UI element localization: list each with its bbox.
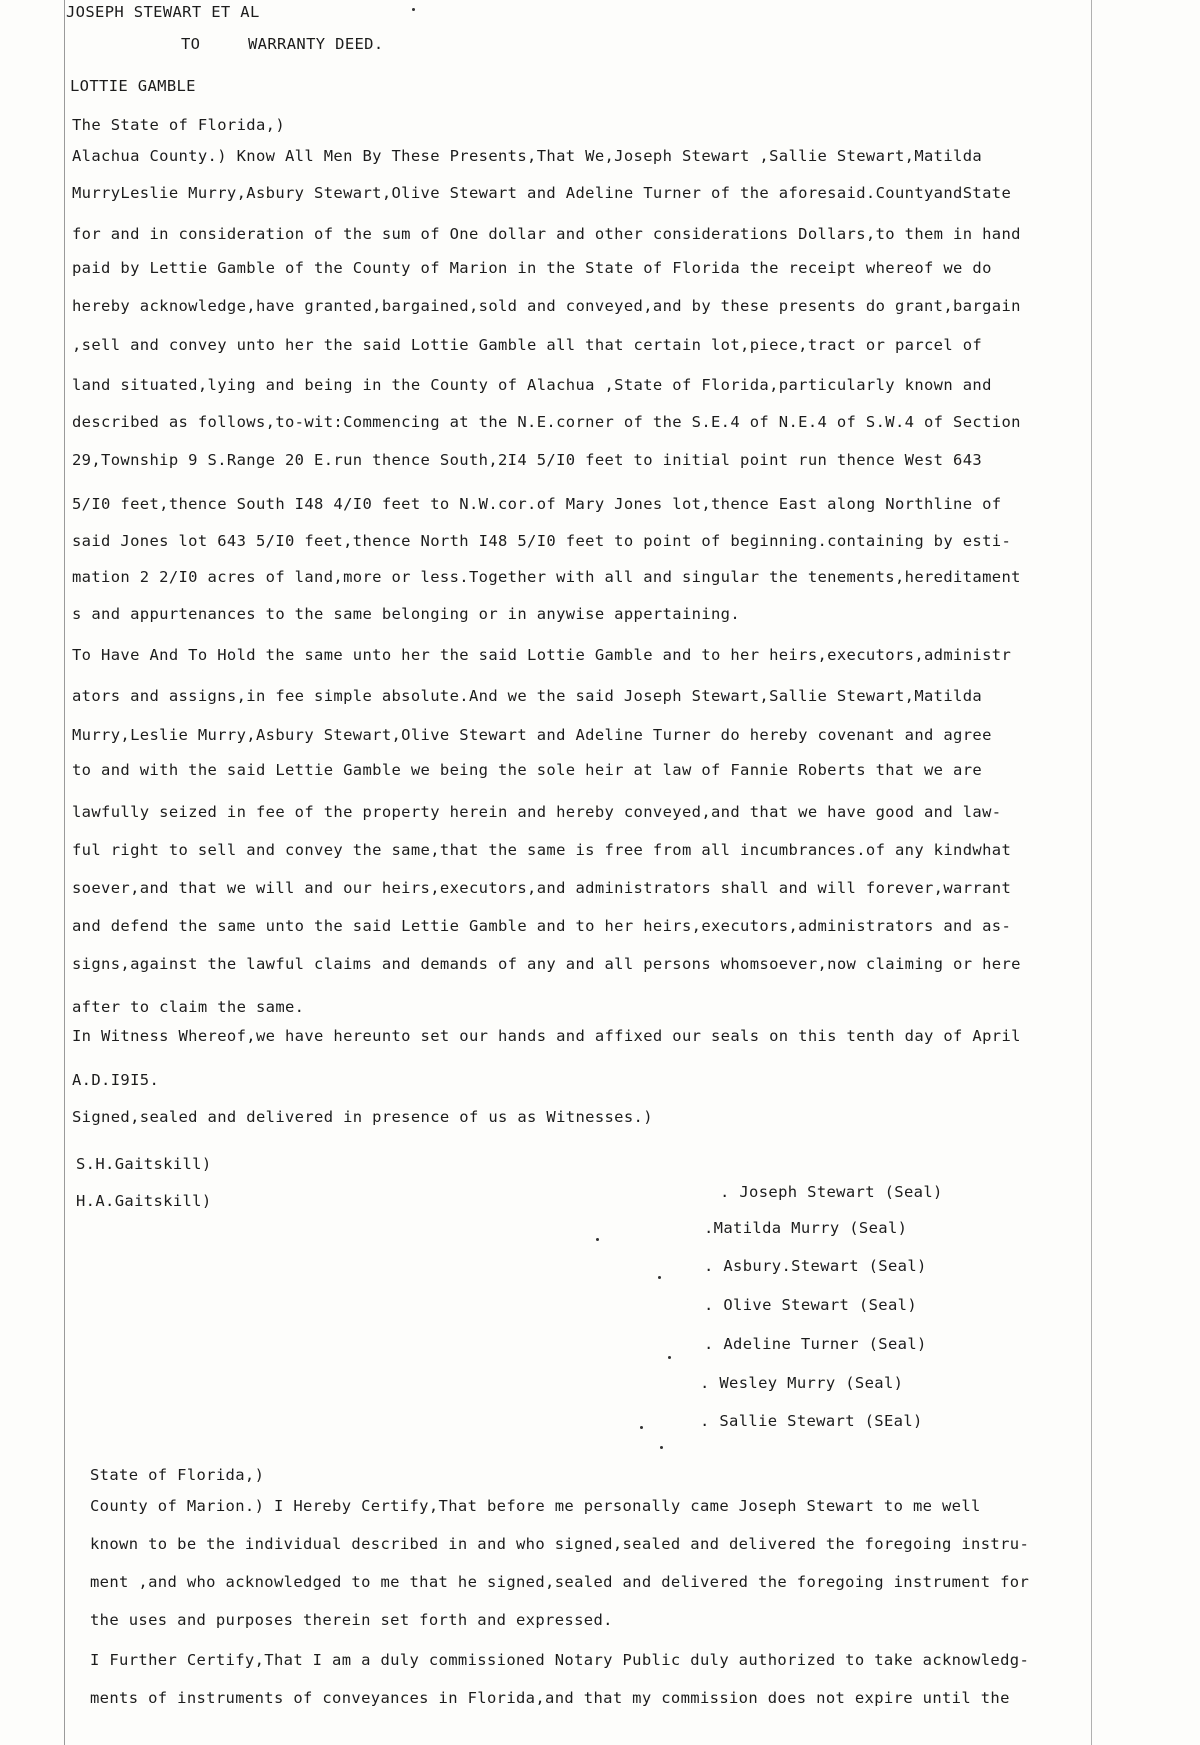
body-line: after to claim the same. (72, 998, 305, 1016)
signature-line: .Matilda Murry (Seal) (704, 1219, 908, 1237)
body-line: ful right to sell and convey the same,that the same is free from all incumbrances.of any kindwhat (72, 841, 1012, 859)
body-line: ators and assigns,in fee simple absolute.And we the said Joseph Stewart,Sallie Stewart,Matilda (72, 687, 983, 705)
to-word: TO (181, 35, 201, 53)
ink-dot (596, 1238, 599, 1241)
body-line: described as follows,to-wit:Commencing at the N.E.corner of the S.E.4 of N.E.4 of S.W.4 of Section (72, 413, 1021, 431)
grantee-heading: LOTTIE GAMBLE (70, 77, 196, 95)
body-line: mation 2 2/I0 acres of land,more or less.Together with all and singular the tenements,hereditament (72, 568, 1021, 586)
ack-line: the uses and purposes therein set forth and expressed. (90, 1611, 613, 1629)
signature-line: . Asbury.Stewart (Seal) (704, 1257, 927, 1275)
body-line: The State of Florida,) (72, 116, 285, 134)
body-line: lawfully seized in fee of the property herein and hereby conveyed,and that we have good and law- (72, 803, 1002, 821)
body-line: for and in consideration of the sum of One dollar and other considerations Dollars,to them in hand (72, 225, 1021, 243)
left-margin-rule (64, 0, 65, 1745)
ack-line: County of Marion.) I Hereby Certify,That before me personally came Joseph Stewart to me well (90, 1497, 981, 1515)
signature-line: . Joseph Stewart (Seal) (720, 1183, 943, 1201)
body-line: ,sell and convey unto her the said Lottie Gamble all that certain lot,piece,tract or parcel of (72, 336, 983, 354)
grantor-heading: JOSEPH STEWART ET AL (66, 3, 260, 21)
body-line: Murry,Leslie Murry,Asbury Stewart,Olive Stewart and Adeline Turner do hereby covenant and agree (72, 726, 992, 744)
body-line: Signed,sealed and delivered in presence of us as Witnesses.) (72, 1108, 653, 1126)
body-line: 5/I0 feet,thence South I48 4/I0 feet to N.W.cor.of Mary Jones lot,thence East along Northline of (72, 495, 1002, 513)
body-line: and defend the same unto the said Lettie Gamble and to her heirs,executors,administrators and as- (72, 917, 1012, 935)
body-line: Alachua County.) Know All Men By These Presents,That We,Joseph Stewart ,Sallie Stewart,Matilda (72, 147, 983, 165)
ack-line: known to be the individual described in and who signed,sealed and delivered the foregoing instru- (90, 1535, 1030, 1553)
witness-name: S.H.Gaitskill) (76, 1155, 212, 1173)
deed-title: WARRANTY DEED. (248, 35, 384, 53)
ack-line: ment ,and who acknowledged to me that he signed,sealed and delivered the foregoing instrument for (90, 1573, 1030, 1591)
right-margin-rule (1091, 0, 1092, 1745)
body-line: to and with the said Lettie Gamble we being the sole heir at law of Fannie Roberts that we are (72, 761, 983, 779)
body-line: said Jones lot 643 5/I0 feet,thence North I48 5/I0 feet to point of beginning.containing by esti- (72, 532, 1012, 550)
body-line: A.D.I9I5. (72, 1071, 160, 1089)
ack-line: State of Florida,) (90, 1466, 265, 1484)
ack-line: I Further Certify,That I am a duly commissioned Notary Public duly authorized to take acknowledg- (90, 1651, 1030, 1669)
signature-line: . Sallie Stewart (SEal) (700, 1412, 923, 1430)
witness-name: H.A.Gaitskill) (76, 1192, 212, 1210)
body-line: soever,and that we will and our heirs,executors,and administrators shall and will forever,warrant (72, 879, 1012, 897)
signature-line: . Wesley Murry (Seal) (700, 1374, 904, 1392)
ink-dot (640, 1426, 643, 1429)
body-line: To Have And To Hold the same unto her the said Lottie Gamble and to her heirs,executors,administr (72, 646, 1012, 664)
signature-line: . Olive Stewart (Seal) (704, 1296, 917, 1314)
body-line: hereby acknowledge,have granted,bargained,sold and conveyed,and by these presents do grant,bargain (72, 297, 1021, 315)
body-line: paid by Lettie Gamble of the County of Marion in the State of Florida the receipt whereof we do (72, 259, 992, 277)
ack-line: ments of instruments of conveyances in Florida,and that my commission does not expire until the (90, 1689, 1010, 1707)
body-line: In Witness Whereof,we have hereunto set our hands and affixed our seals on this tenth day of April (72, 1027, 1021, 1045)
body-line: s and appurtenances to the same belonging or in anywise appertaining. (72, 605, 741, 623)
signature-line: . Adeline Turner (Seal) (704, 1335, 927, 1353)
body-line: MurryLeslie Murry,Asbury Stewart,Olive Stewart and Adeline Turner of the aforesaid.CountyandState (72, 184, 1012, 202)
ink-dot (668, 1356, 671, 1359)
body-line: signs,against the lawful claims and demands of any and all persons whomsoever,now claiming or here (72, 955, 1021, 973)
body-line: land situated,lying and being in the County of Alachua ,State of Florida,particularly known and (72, 376, 992, 394)
ink-dot (412, 8, 415, 11)
body-line: 29,Township 9 S.Range 20 E.run thence South,2I4 5/I0 feet to initial point run thence West 643 (72, 451, 983, 469)
ink-dot (660, 1446, 663, 1449)
ink-dot (658, 1276, 661, 1279)
